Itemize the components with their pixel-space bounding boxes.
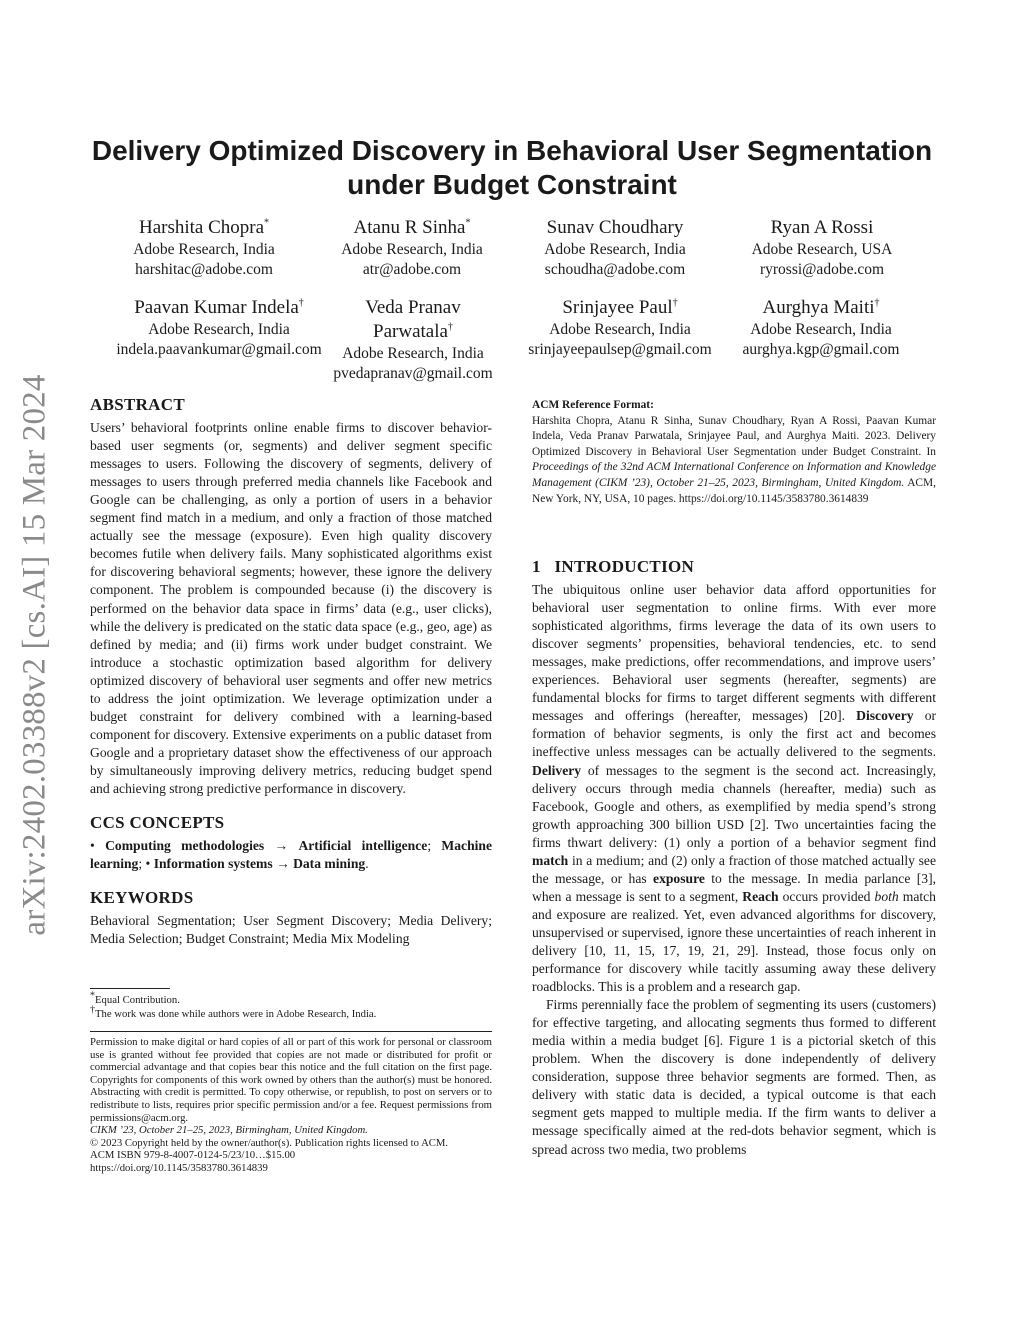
footnote-2: †The work was done while authors were in Adobe Research, India. [90,1004,377,1020]
ccs-term: Data mining [293,856,366,872]
intro-paragraph-1: The ubiquitous online user behavior data afford opportunities for behavioral user segmentation to online firms. With ever more sophisticated algorithms, firms leverage the data of its own users to discover segments’ propensities, behavioral tendencies, etc. to send messages, make predictions, offer recommendations, and improve users’ experiences. Behavioral user segments (hereafter, segments) are fundamental blocks for firms to target different segments with different messages and offerings (hereafter, messages) [20]. Discovery or formation of behavior segments, is only the first act and becomes ineffective unless messages can be actually delivered to the segments. Delivery of messages to the segment is the second act. Increasingly, delivery occurs through media channels (hereafter, media) such as Facebook, Google and others, as exemplified by media spend’s strong growth approaching 300 billion USD [2]. Two uncertainties facing the firms thwart delivery: (1) only a portion of a behavior segment find match in a medium; and (2) only a fraction of those matched actually see the message, or has exposure to the message. In media parlance [3], when a message is sent to a segment, Reach occurs provided both match and exposure are realized. Yet, even advanced algorithms for discovery, unsupervised or supervised, ignore these uncertainties of reach inherent in delivery [10, 11, 15, 17, 19, 21, 29]. Instead, those focus only on performance for discovery while tacitly assuming away these delivery roadblocks. This is a problem and a research gap. [532,582,937,995]
author-mark: † [874,297,880,309]
author-email: pvedapranav@gmail.com [333,365,493,382]
author-affiliation: Adobe Research, India [148,321,290,338]
author-email: indela.paavankumar@gmail.com [116,341,322,358]
ccs-term: Computing methodologies [105,838,265,854]
title-line-2: under Budget Constraint [347,169,677,200]
abstract-heading: ABSTRACT [90,395,185,414]
bullet: • [145,856,151,872]
author-affiliation: Adobe Research, India [549,321,691,338]
bullet: • [90,838,95,854]
isbn-line: ACM ISBN 979-8-4007-0124-5/23/10…$15.00 [90,1149,296,1162]
author-affiliation: Adobe Research, India [544,241,686,258]
arxiv-identifier: arXiv:2402.03388v2 [cs.AI] 15 Mar 2024 [16,374,53,936]
author-name: Harshita Chopra [138,217,265,238]
keywords-text: Behavioral Segmentation; User Segment Discovery; Media Delivery; Media Selection; Budget Constraint; Media Mix Modeling [90,913,492,947]
author-block [515,216,715,280]
section-title: INTRODUCTION [554,557,695,576]
author-name: Veda Pranav [365,297,461,318]
arxiv-identifier-sidebar [12,360,58,950]
author-email: harshitac@adobe.com [135,261,273,278]
author-mark: * [264,217,270,229]
keywords-heading: KEYWORDS [90,888,194,908]
author-block [94,296,344,360]
author-name: Paavan Kumar Indela [134,297,299,318]
section-number: 1 [532,557,541,576]
title-line-1: Delivery Optimized Discovery in Behavioral User Segmentation [91,135,933,166]
author-email: aurghya.kgp@gmail.com [742,341,900,358]
author-block [722,216,922,280]
footnote-rule [90,988,170,989]
footnotes [90,990,492,1021]
permission-text: Permission to make digital or hard copies of all or part of this work for personal or classroom use is granted without fee provided that copies are not made or distributed for profit or commercial advantage and that copies bear this notice and the full citation on the first page. Copyrights for components of this work owned by others than the author(s) must be honored. Abstracting with credit is permitted. To copy otherwise, or republish, to post on servers or to redistribute to lists, requires prior specific permission and/or a fee. Request permissions from permissions@acm.org. [90,1036,492,1124]
left-column [90,396,492,948]
author-affiliation: Adobe Research, India [341,241,483,258]
author-block [718,296,924,360]
author-name: Sunav Choudhary [546,217,684,238]
period: . [365,856,369,872]
author-affiliation: Adobe Research, India [342,345,484,362]
ccs-term: Information systems [153,856,273,872]
author-name: Ryan A Rossi [770,217,874,238]
author-name: Atanu R Sinha [353,217,466,238]
author-name-continued: Parwatala [373,321,448,342]
author-block [318,296,508,384]
introduction-heading [532,558,936,576]
permission-block [90,1036,492,1175]
acm-reference-heading: ACM Reference Format: [532,399,654,411]
author-block [312,216,512,280]
copyright-line: © 2023 Copyright held by the owner/author(s). Publication rights licensed to ACM. [90,1136,449,1149]
author-block [104,216,304,280]
separator: ; [427,838,432,854]
arrow: → [276,856,290,872]
author-mark: * [465,217,471,229]
ccs-term: Artificial intelligence [298,838,428,854]
permission-rule [90,1031,492,1032]
ccs-heading: CCS CONCEPTS [90,813,225,833]
conference-line: CIKM ’23, October 21–25, 2023, Birmingham, United Kingdom. [90,1124,368,1137]
intro-paragraph-2: Firms perennially face the problem of segmenting its users (customers) for effective targeting, and allocating segments thus formed to different media within a media budget [6]. Figure 1 is a pictorial sketch of this problem. When the discovery is done independently of delivery consideration, suppose three behavior segments are formed. Then, as delivery with static data is decided, a typical outcome is that each segment gets mapped to multiple media. If the firm wants to deliver a message specifically aimed at the red-dots behavior segment, which is spread across two media, two problems [532,997,936,1157]
acm-reference [532,398,936,507]
author-mark: † [672,297,678,309]
abstract-text: Users’ behavioral footprints online enable firms to discover behavior-based user segments (or, segments) and deliver segment specific messages to users. Following the discovery of segments, delivery of messages to users through preferred media channels like Facebook and Google can be challenging, as only a portion of users in a behavior segment find match in a medium, and only a fraction of those matched actually see the message (exposure). Even high quality discovery becomes futile when delivery fails. Many sophisticated algorithms exist for discovering behavioral segments; however, these ignore the delivery component. The problem is compounded because (i) the discovery is performed on the behavior data space in firms’ data (e.g., user clicks), while the delivery is predicated on the static data space (e.g., geo, age) as defined by media; and (ii) firms work under budget constraint. We introduce a stochastic optimization based algorithm for delivery optimized discovery of behavioral user segments and offer new metrics to address the joint optimization. We leverage optimization under a budget constraint for delivery combined with a learning-based component for discovery. Extensive experiments on a public dataset from Google and a proprietary dataset show the effectiveness of our approach by simultaneously improving delivery metrics, reducing budget spend and achieving strong predictive performance in discovery. [90,420,492,796]
introduction-section [532,558,936,1159]
author-name: Srinjayee Paul [562,297,673,318]
author-affiliation: Adobe Research, India [750,321,892,338]
doi-link[interactable]: https://doi.org/10.1145/3583780.3614839 [90,1161,268,1174]
ccs-concepts [90,837,492,873]
separator: ; [138,856,143,872]
author-email: atr@adobe.com [362,261,462,278]
paper-title [80,134,944,202]
ccs-term: Machine learning [90,838,493,872]
author-name: Aurghya Maiti [762,297,875,318]
author-mark: † [447,321,453,333]
author-affiliation: Adobe Research, India [133,241,275,258]
author-block [505,296,735,360]
footnote-1: *Equal Contribution. [90,990,180,1006]
author-email: ryrossi@adobe.com [759,261,885,278]
author-mark: † [298,297,304,309]
arrow: → [274,838,289,854]
author-email: srinjayeepaulsep@gmail.com [528,341,712,358]
author-affiliation: Adobe Research, USA [751,241,893,258]
author-email: schoudha@adobe.com [544,261,686,278]
acm-reference-text: Harshita Chopra, Atanu R Sinha, Sunav Choudhary, Ryan A Rossi, Paavan Kumar Indela, Veda Pranav Parwatala, Srinjayee Paul, and Aurghya Maiti. 2023. Delivery Optimized Discovery in Behavioral User Segmentation under Budget Constraint. In Proceedings of the 32nd ACM International Conference on Information and Knowledge Management (CIKM ’23), October 21–25, 2023, Birmingham, United Kingdom. ACM, New York, NY, USA, 10 pages. https://doi.org/10.1145/3583780.3614839 [532,414,937,505]
